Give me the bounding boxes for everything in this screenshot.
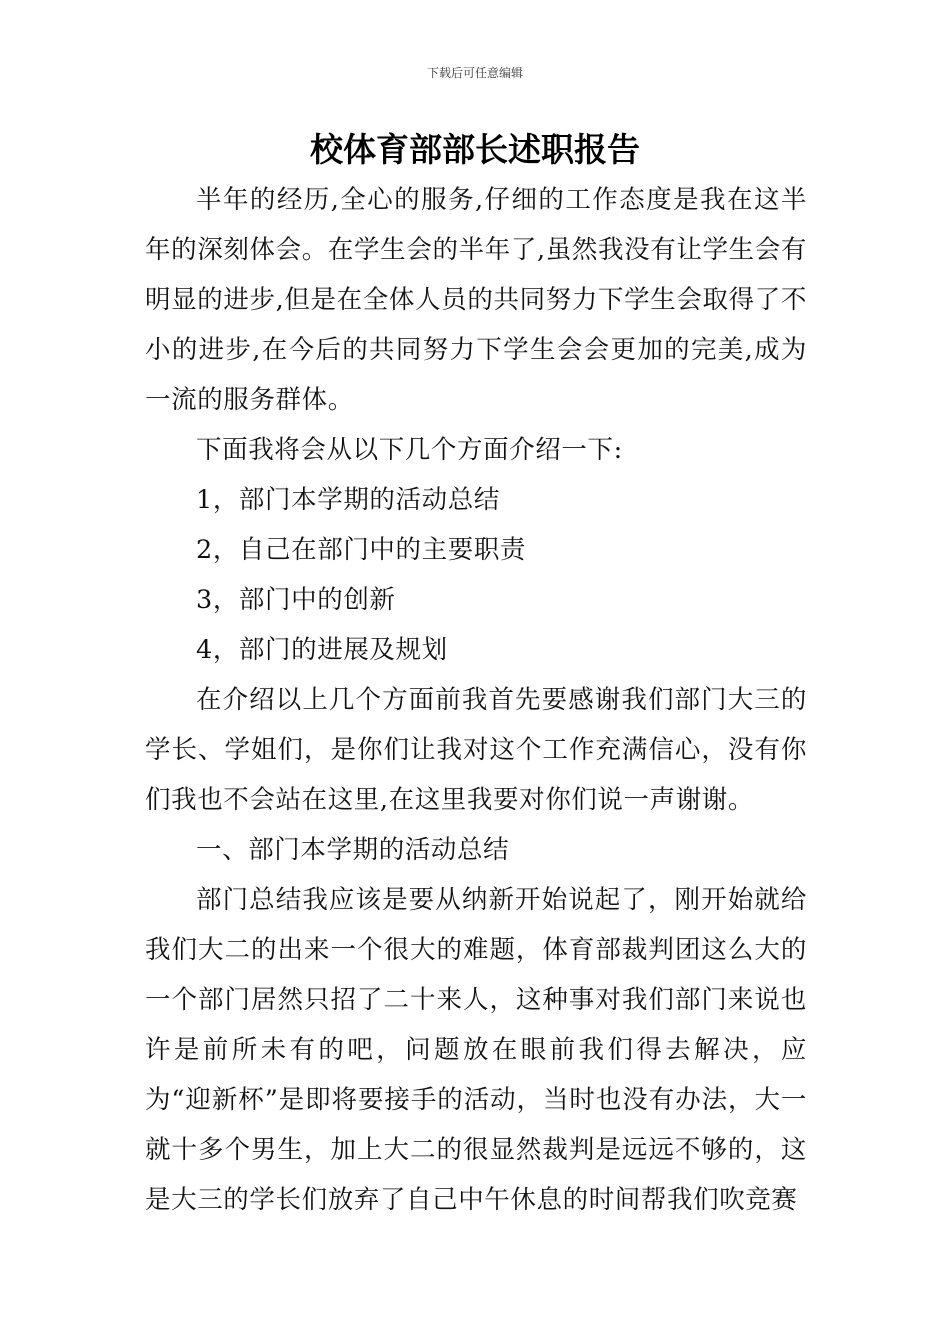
outline-item-4: 4，部门的进展及规划: [196, 635, 448, 665]
section-heading-1: 一、部门本学期的活动总结: [196, 835, 510, 865]
outline-item-2: 2，自己在部门中的主要职责: [196, 535, 527, 565]
paragraph-outline-intro: 下面我将会从以下几个方面介绍一下:: [196, 435, 623, 465]
paragraph-thanks: 在介绍以上几个方面前我首先要感谢我们部门大三的学长、学姐们，是你们让我对这个工作充满信心，没有你们我也不会站在这里,在这里我要对你们说一声谢谢。: [145, 685, 807, 815]
document-body: [145, 175, 807, 1225]
paragraph-intro: 半年的经历,全心的服务,仔细的工作态度是我在这半年的深刻体会。在学生会的半年了,虽然我没有让学生会有明显的进步,但是在全体人员的共同努力下学生会取得了不小的进步,在今后的共同努力下学生会会更加的完美,成为一流的服务群体。: [145, 185, 807, 415]
header-note: 下载后可任意编辑: [426, 66, 523, 80]
outline-item-1: 1，部门本学期的活动总结: [196, 485, 500, 515]
paragraph-summary: 部门总结我应该是要从纳新开始说起了，刚开始就给我们大二的出来一个很大的难题，体育部裁判团这么大的一个部门居然只招了二十来人，这种事对我们部门来说也许是前所未有的吧，问题放在眼前我们得去解决，应为“迎新杯”是即将要接手的活动，当时也没有办法，大一就十多个男生，加上大二的很显然裁判是远远不够的，这是大三的学长们放弃了自己中午休息的时间帮我们吹竞赛: [145, 885, 807, 1215]
document-title: 校体育部部长述职报告: [310, 130, 640, 169]
outline-item-3: 3，部门中的创新: [196, 585, 396, 615]
